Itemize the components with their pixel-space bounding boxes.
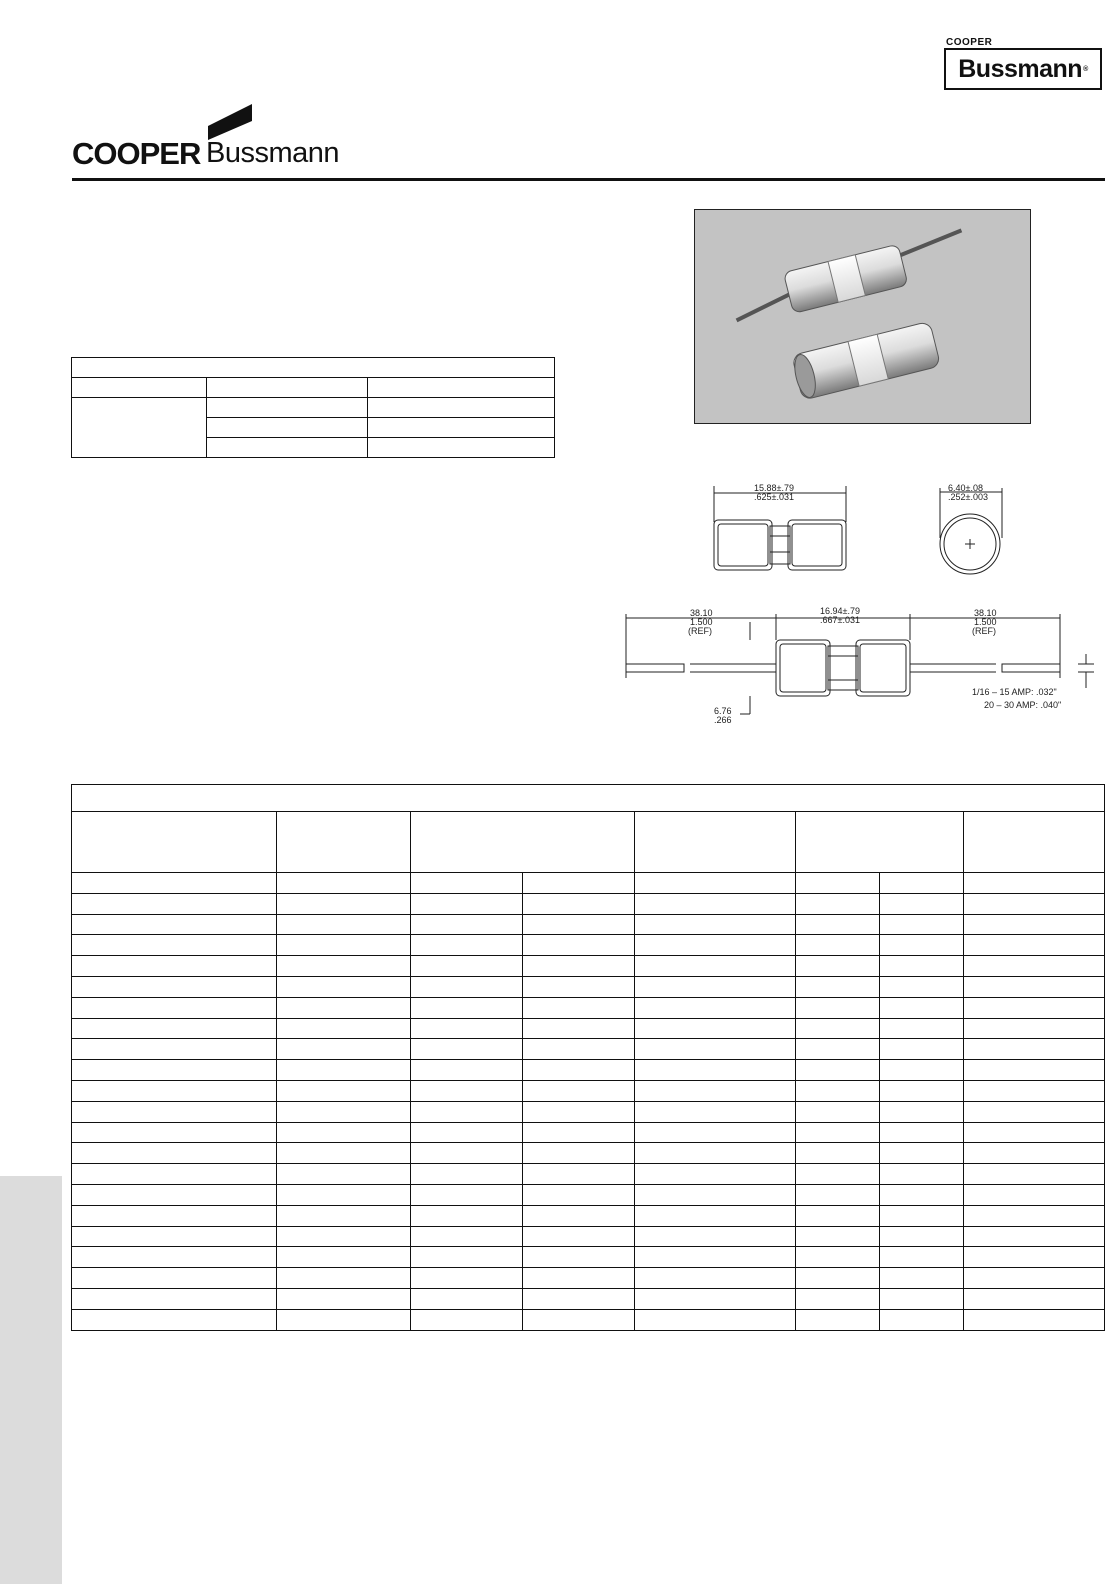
table-cell <box>880 1309 964 1330</box>
catalog-body <box>72 873 1105 1331</box>
catalog-header-cell <box>964 812 1105 873</box>
table-row <box>72 1268 1105 1289</box>
table-row <box>72 1039 1105 1060</box>
table-row <box>72 1060 1105 1081</box>
table-row <box>72 873 1105 894</box>
table-cell <box>964 997 1105 1018</box>
table-cell <box>880 1039 964 1060</box>
table-cell <box>796 1039 880 1060</box>
table-row <box>72 1143 1105 1164</box>
table-cell <box>411 893 523 914</box>
table-cell <box>277 1247 411 1268</box>
table-cell <box>411 873 523 894</box>
side-tab <box>0 1176 62 1584</box>
table-cell <box>635 914 796 935</box>
ratings-cell <box>207 418 368 438</box>
table-row <box>72 1247 1105 1268</box>
cooper-bussmann-logo <box>72 100 372 170</box>
table-cell <box>964 1101 1105 1122</box>
table-cell <box>411 1018 523 1039</box>
table-cell <box>523 893 635 914</box>
table-cell <box>880 1247 964 1268</box>
table-cell <box>411 1309 523 1330</box>
catalog-header-cell <box>72 812 277 873</box>
ratings-title-cell <box>72 358 555 378</box>
table-cell <box>635 1309 796 1330</box>
table-cell <box>277 997 411 1018</box>
table-cell <box>880 1268 964 1289</box>
table-cell <box>411 1184 523 1205</box>
table-row <box>72 1226 1105 1247</box>
logo-swoosh-icon <box>208 104 254 140</box>
table-cell <box>277 935 411 956</box>
table-cell <box>796 1122 880 1143</box>
table-cell <box>796 1101 880 1122</box>
table-cell <box>964 1060 1105 1081</box>
table-cell <box>72 1268 277 1289</box>
table-cell <box>523 1060 635 1081</box>
table-cell <box>796 1205 880 1226</box>
table-cell <box>72 1018 277 1039</box>
table-cell <box>796 935 880 956</box>
table-cell <box>635 1101 796 1122</box>
table-cell <box>277 1018 411 1039</box>
table-cell <box>277 1268 411 1289</box>
table-cell <box>523 1247 635 1268</box>
table-cell <box>72 1226 277 1247</box>
table-cell <box>411 914 523 935</box>
table-cell <box>277 893 411 914</box>
table-cell <box>523 956 635 977</box>
table-cell <box>880 976 964 997</box>
ratings-cell <box>72 398 207 458</box>
table-cell <box>72 1288 277 1309</box>
table-cell <box>635 956 796 977</box>
table-cell <box>411 1205 523 1226</box>
table-cell <box>964 893 1105 914</box>
table-cell <box>880 956 964 977</box>
table-cell <box>880 1288 964 1309</box>
table-cell <box>411 1143 523 1164</box>
lead-right-inch: 1.500 <box>974 617 997 627</box>
table-cell <box>880 1101 964 1122</box>
header-rule <box>72 178 1105 181</box>
table-cell <box>964 1247 1105 1268</box>
table-cell <box>72 956 277 977</box>
table-cell <box>635 1205 796 1226</box>
ratings-cell <box>207 378 368 398</box>
table-row <box>72 914 1105 935</box>
table-cell <box>72 1143 277 1164</box>
table-cell <box>72 1122 277 1143</box>
table-cell <box>635 997 796 1018</box>
ratings-table-header-row <box>72 378 555 398</box>
table-cell <box>880 1226 964 1247</box>
table-cell <box>523 914 635 935</box>
registered-mark: ® <box>1083 65 1088 73</box>
table-row <box>72 1184 1105 1205</box>
table-cell <box>523 1184 635 1205</box>
table-cell <box>796 1288 880 1309</box>
table-cell <box>277 1080 411 1101</box>
table-cell <box>72 893 277 914</box>
table-cell <box>523 1288 635 1309</box>
small-logo-box <box>944 48 1102 90</box>
catalog-title-cell <box>72 785 1105 812</box>
table-cell <box>72 935 277 956</box>
table-cell <box>796 1143 880 1164</box>
table-cell <box>72 1184 277 1205</box>
table-cell <box>796 1226 880 1247</box>
table-cell <box>72 873 277 894</box>
ratings-table-row <box>72 398 555 418</box>
ratings-cell <box>207 438 368 458</box>
table-cell <box>964 1039 1105 1060</box>
table-cell <box>964 1143 1105 1164</box>
table-cell <box>277 976 411 997</box>
catalog-header-cell <box>796 812 964 873</box>
table-cell <box>796 1309 880 1330</box>
table-cell <box>964 1268 1105 1289</box>
table-cell <box>635 1247 796 1268</box>
lead-note-1: 1/16 – 15 AMP: .032" <box>972 687 1057 697</box>
lead-diameter-mm: 6.76 <box>714 706 732 716</box>
ratings-table-title-row <box>72 358 555 378</box>
table-cell <box>796 873 880 894</box>
table-cell <box>411 1268 523 1289</box>
pigtail-fuse <box>728 228 971 327</box>
table-row <box>72 1018 1105 1039</box>
table-cell <box>796 893 880 914</box>
table-cell <box>523 873 635 894</box>
table-cell <box>411 1101 523 1122</box>
table-row <box>72 1164 1105 1185</box>
table-cell <box>72 1060 277 1081</box>
table-cell <box>635 1060 796 1081</box>
table-cell <box>635 1080 796 1101</box>
table-cell <box>880 1122 964 1143</box>
table-cell <box>72 997 277 1018</box>
table-cell <box>635 1018 796 1039</box>
table-cell <box>796 1247 880 1268</box>
table-cell <box>277 1039 411 1060</box>
table-cell <box>796 1184 880 1205</box>
table-cell <box>880 1080 964 1101</box>
table-cell <box>880 935 964 956</box>
table-cell <box>796 956 880 977</box>
table-cell <box>523 1205 635 1226</box>
table-cell <box>411 1164 523 1185</box>
table-cell <box>277 1143 411 1164</box>
table-cell <box>635 1226 796 1247</box>
table-cell <box>523 1143 635 1164</box>
table-cell <box>277 1226 411 1247</box>
logo-bussmann-text: Bussmann <box>206 137 340 169</box>
catalog-header-cell <box>635 812 796 873</box>
table-cell <box>964 1018 1105 1039</box>
table-cell <box>72 914 277 935</box>
table-cell <box>277 1184 411 1205</box>
catalog-header-row <box>72 812 1105 873</box>
table-cell <box>411 997 523 1018</box>
table-cell <box>523 1122 635 1143</box>
table-cell <box>635 1143 796 1164</box>
table-cell <box>277 1205 411 1226</box>
table-cell <box>411 1060 523 1081</box>
table-cell <box>880 873 964 894</box>
table-cell <box>964 873 1105 894</box>
product-photo <box>694 209 1031 424</box>
table-cell <box>964 1226 1105 1247</box>
table-cell <box>964 935 1105 956</box>
body-length-inch: .667±.031 <box>820 615 860 625</box>
table-cell <box>523 1226 635 1247</box>
table-cell <box>72 976 277 997</box>
ratings-table <box>71 357 555 458</box>
table-cell <box>72 1080 277 1101</box>
table-cell <box>796 914 880 935</box>
table-row <box>72 976 1105 997</box>
table-cell <box>411 956 523 977</box>
table-cell <box>796 976 880 997</box>
table-cell <box>635 1122 796 1143</box>
table-cell <box>411 1039 523 1060</box>
end-view-length-mm: 15.88±.79 <box>754 483 794 493</box>
table-cell <box>523 997 635 1018</box>
table-cell <box>72 1205 277 1226</box>
table-cell <box>964 956 1105 977</box>
logo-cooper-text: COOPER <box>72 136 201 171</box>
table-cell <box>277 1060 411 1081</box>
table-cell <box>880 1184 964 1205</box>
table-cell <box>277 1101 411 1122</box>
table-cell <box>523 1101 635 1122</box>
table-cell <box>635 976 796 997</box>
table-cell <box>277 956 411 977</box>
table-cell <box>796 1018 880 1039</box>
table-cell <box>523 1309 635 1330</box>
table-row <box>72 997 1105 1018</box>
table-row <box>72 935 1105 956</box>
table-cell <box>880 997 964 1018</box>
table-cell <box>964 1288 1105 1309</box>
table-cell <box>411 935 523 956</box>
table-cell <box>523 1080 635 1101</box>
table-cell <box>411 1288 523 1309</box>
table-cell <box>796 1164 880 1185</box>
lead-right-mm: 38.10 <box>974 608 997 618</box>
table-cell <box>277 1122 411 1143</box>
bussmann-small-logo <box>944 38 1102 90</box>
table-cell <box>964 1309 1105 1330</box>
table-row <box>72 1080 1105 1101</box>
ratings-cell <box>368 398 555 418</box>
fuse-photo-illustration <box>695 210 1030 423</box>
dimension-drawings <box>610 478 1110 738</box>
table-cell <box>964 1184 1105 1205</box>
table-cell <box>277 1164 411 1185</box>
body-length-mm: 16.94±.79 <box>820 606 860 616</box>
table-cell <box>635 893 796 914</box>
table-cell <box>964 1164 1105 1185</box>
ratings-cell <box>207 398 368 418</box>
table-cell <box>964 914 1105 935</box>
table-cell <box>523 976 635 997</box>
table-cell <box>796 1268 880 1289</box>
small-logo-bussmann-text: Bussmann <box>958 54 1083 83</box>
catalog-table <box>71 784 1105 1331</box>
table-cell <box>880 1143 964 1164</box>
table-cell <box>72 1247 277 1268</box>
table-cell <box>523 1268 635 1289</box>
lead-note-2: 20 – 30 AMP: .040" <box>984 700 1062 710</box>
small-logo-cooper-text: COOPER <box>946 37 993 48</box>
table-cell <box>880 893 964 914</box>
ratings-cell <box>72 378 207 398</box>
table-row <box>72 1205 1105 1226</box>
lead-left-mm: 38.10 <box>690 608 713 618</box>
catalog-header-cell <box>411 812 635 873</box>
table-row <box>72 956 1105 977</box>
table-cell <box>72 1101 277 1122</box>
table-cell <box>635 1288 796 1309</box>
table-cell <box>523 1018 635 1039</box>
table-cell <box>277 873 411 894</box>
table-cell <box>964 976 1105 997</box>
table-cell <box>411 1226 523 1247</box>
table-cell <box>796 1080 880 1101</box>
catalog-header-cell <box>277 812 411 873</box>
cartridge-fuse <box>791 321 941 400</box>
lead-left-ref: (REF) <box>688 626 712 636</box>
table-cell <box>523 935 635 956</box>
table-cell <box>277 1288 411 1309</box>
catalog-title-row <box>72 785 1105 812</box>
lead-right-ref: (REF) <box>972 626 996 636</box>
table-cell <box>635 1164 796 1185</box>
table-cell <box>964 1080 1105 1101</box>
table-row <box>72 893 1105 914</box>
end-view-length-inch: .625±.031 <box>754 492 794 502</box>
table-cell <box>880 1018 964 1039</box>
table-cell <box>72 1164 277 1185</box>
table-cell <box>635 1184 796 1205</box>
table-cell <box>796 997 880 1018</box>
table-cell <box>277 914 411 935</box>
table-cell <box>635 1268 796 1289</box>
lead-left-inch: 1.500 <box>690 617 713 627</box>
table-cell <box>277 1309 411 1330</box>
table-cell <box>880 1205 964 1226</box>
table-row <box>72 1101 1105 1122</box>
table-cell <box>411 976 523 997</box>
end-view-diameter-mm: 6.40±.08 <box>948 483 983 493</box>
ratings-cell <box>368 378 555 398</box>
table-cell <box>523 1164 635 1185</box>
table-row <box>72 1288 1105 1309</box>
table-cell <box>880 1164 964 1185</box>
end-view-diameter-inch: .252±.003 <box>948 492 988 502</box>
lead-diameter-inch: .266 <box>714 715 732 725</box>
table-cell <box>635 1039 796 1060</box>
table-cell <box>72 1039 277 1060</box>
table-cell <box>880 1060 964 1081</box>
ratings-cell <box>368 418 555 438</box>
table-cell <box>411 1122 523 1143</box>
table-cell <box>411 1080 523 1101</box>
table-cell <box>964 1205 1105 1226</box>
table-row <box>72 1309 1105 1330</box>
table-cell <box>635 873 796 894</box>
table-cell <box>964 1122 1105 1143</box>
table-cell <box>72 1309 277 1330</box>
table-cell <box>523 1039 635 1060</box>
table-cell <box>796 1060 880 1081</box>
table-row <box>72 1122 1105 1143</box>
table-cell <box>411 1247 523 1268</box>
ratings-cell <box>368 438 555 458</box>
table-cell <box>880 914 964 935</box>
table-cell <box>635 935 796 956</box>
